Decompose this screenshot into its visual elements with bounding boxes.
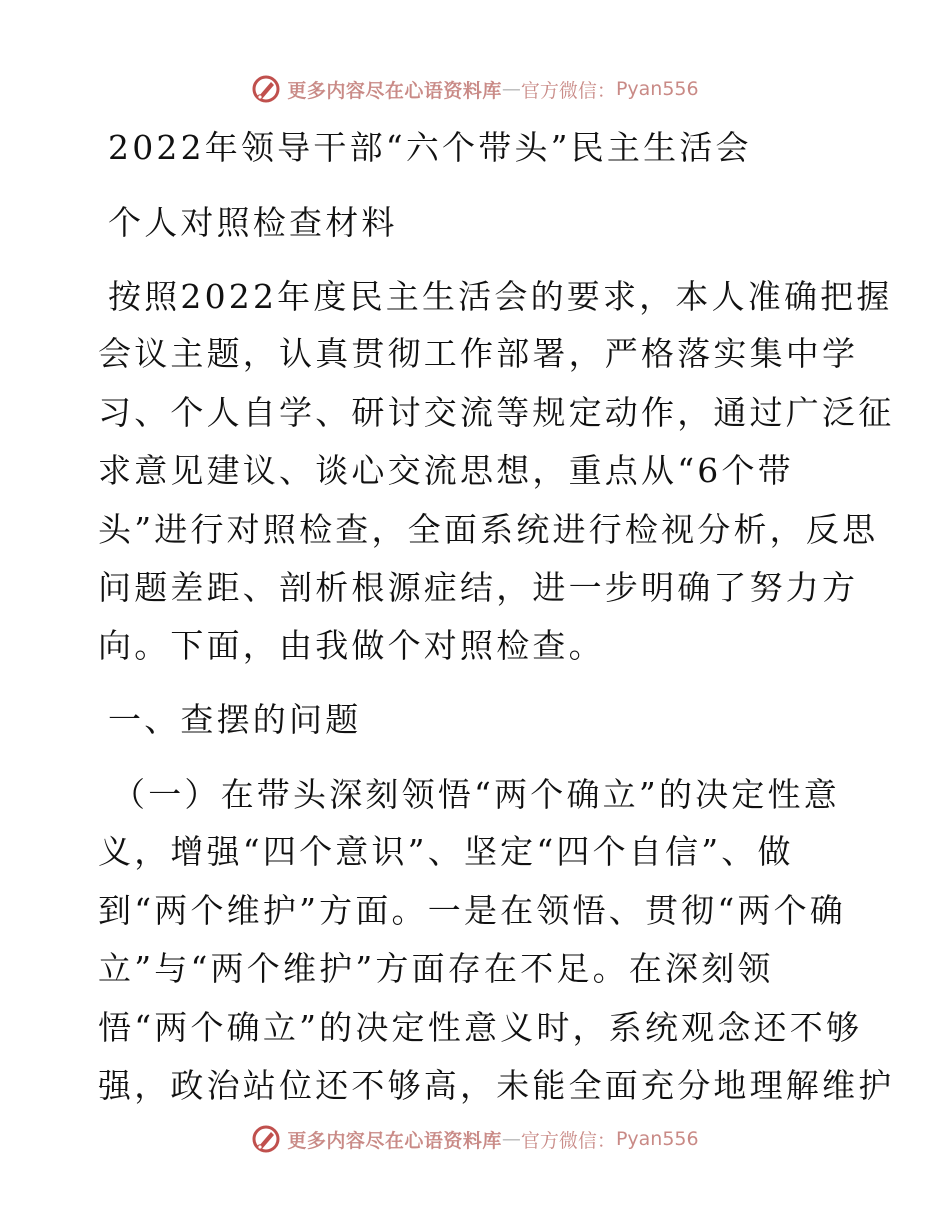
watermark-dash: —: [501, 78, 521, 100]
paragraph-line: 悟“两个确立”的决定性意义时，系统观念还不够: [98, 1008, 863, 1047]
paragraph-line: 问题差距、剖析根源症结，进一步明确了努力方: [98, 568, 859, 607]
paragraph-line: 会议主题，认真贯彻工作部署，严格落实集中学: [98, 334, 859, 373]
paragraph-line: 头”进行对照检查，全面系统进行检视分析，反思: [98, 510, 879, 549]
paragraph-line: 按照2022年度民主生活会的要求，本人准确把握: [108, 277, 893, 316]
pen-logo-icon: [251, 1124, 281, 1154]
paragraph-line: 立”与“两个维护”方面存在不足。在深刻领: [98, 949, 774, 988]
watermark-header: [0, 74, 950, 104]
paragraph-line: （一）在带头深刻领悟“两个确立”的决定性意: [112, 775, 840, 814]
watermark-label: 官方微信：: [520, 79, 616, 102]
document-title: 2022年领导干部“六个带头”民主生活会: [108, 128, 752, 167]
paragraph-line: 强，政治站位还不够高，未能全面充分地理解维护: [98, 1066, 895, 1105]
paragraph-line: 求意见建议、谈心交流思想，重点从“6个带: [98, 451, 794, 490]
paragraph-line: 习、个人自学、研讨交流等规定动作，通过广泛征: [98, 393, 895, 432]
section-heading: 一、查摆的问题: [108, 700, 362, 739]
paragraph-line: 到“两个维护”方面。一是在领悟、贯彻“两个确: [98, 891, 847, 930]
paragraph-line: 向。下面，由我做个对照检查。: [98, 626, 605, 665]
watermark-footer: [0, 1124, 950, 1154]
watermark-id: Pyan556: [615, 1128, 699, 1150]
watermark-main-text: 更多内容尽在心语资料库: [287, 1129, 502, 1152]
watermark-main-text: 更多内容尽在心语资料库: [287, 79, 502, 102]
watermark-label: 官方微信：: [520, 1129, 616, 1152]
watermark-id: Pyan556: [615, 78, 699, 100]
watermark-dash: —: [501, 1128, 521, 1150]
pen-logo-icon: [251, 74, 281, 104]
paragraph-line: 义，增强“四个意识”、坚定“四个自信”、做: [98, 832, 794, 871]
document-subtitle: 个人对照检查材料: [108, 203, 398, 242]
